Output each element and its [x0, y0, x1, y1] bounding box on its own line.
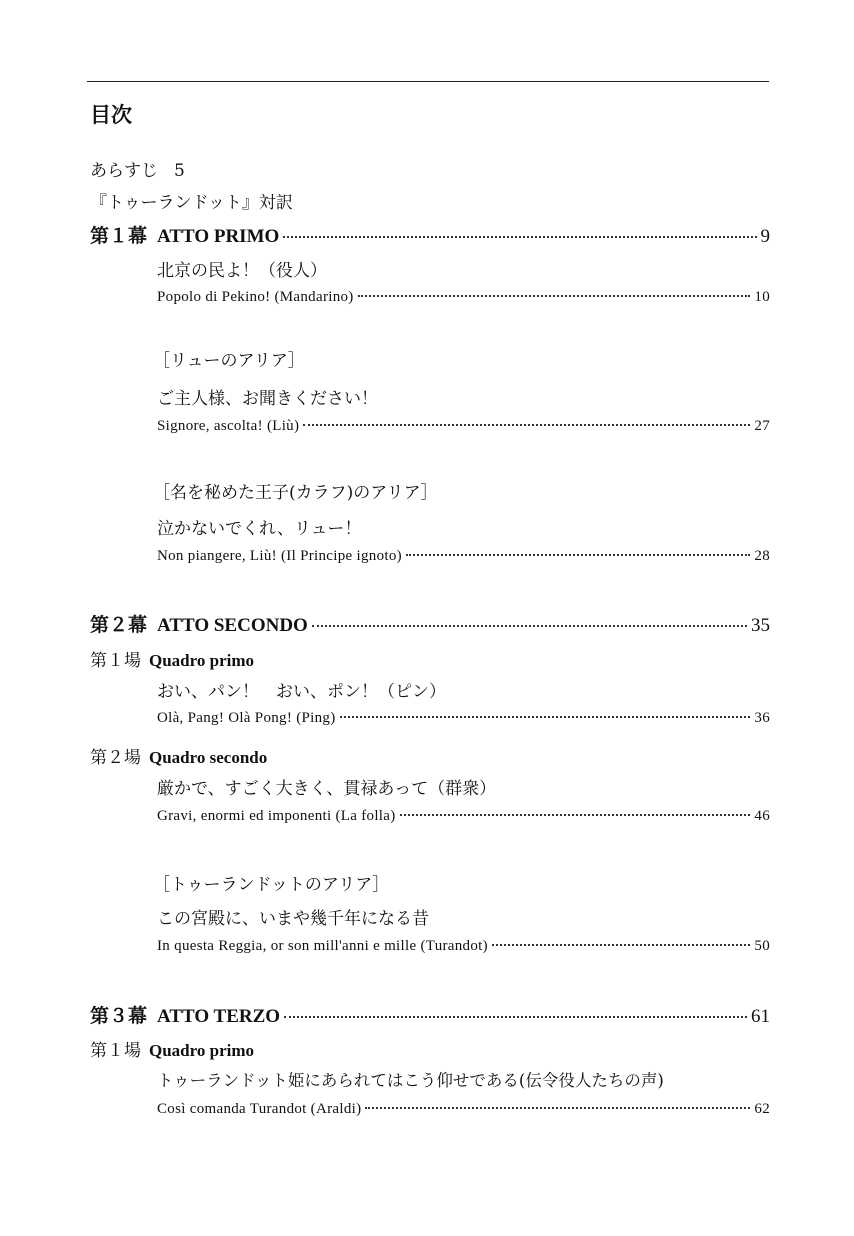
leader-dots [358, 295, 751, 297]
act1-page: 9 [760, 226, 770, 247]
toc-entry-synopsis[interactable] [90, 156, 185, 181]
act1-item2-it: Signore, ascolta! (Liù) [157, 418, 300, 434]
page-title: 目次 [90, 103, 132, 127]
leader-dots [406, 554, 750, 556]
act3-scene1-page: 62 [754, 1101, 770, 1117]
act2-scene2-label-en: Quadro secondo [149, 748, 268, 767]
top-rule [87, 81, 769, 82]
act2-scene1-label: 第１場 [90, 651, 141, 671]
leader-dots [400, 814, 751, 816]
act2-scene2-ja: 厳かで、すごく大きく、貫禄あって（群衆） [157, 779, 497, 799]
act2-scene2-page: 46 [754, 808, 770, 824]
toc-entry-act1[interactable] [90, 221, 770, 248]
act3-label: 第３幕 [90, 1005, 148, 1027]
act3-scene1-label-en: Quadro primo [149, 1041, 255, 1060]
leader-dots [365, 1107, 750, 1109]
toc-entry-act2-scene1-item[interactable] [157, 710, 770, 727]
act3-label-en: ATTO TERZO [157, 1006, 281, 1027]
act2-scene1-ja: おい、パン！ おい、ポン！（ピン） [157, 682, 446, 702]
act3-scene1-label: 第１場 [90, 1041, 141, 1061]
act1-item3-ja: 泣かないでくれ、リュー！ [157, 519, 362, 539]
act2-page: 35 [751, 615, 770, 636]
act2-scene1-it: Olà, Pang! Olà Pong! (Ping) [157, 710, 336, 726]
toc-entry-act1-item1[interactable] [157, 289, 770, 306]
act2-scene2-page2: 50 [754, 938, 770, 954]
toc-entry-act2-scene1[interactable] [90, 646, 254, 671]
synopsis-page: 5 [174, 161, 185, 181]
act2-scene2-aria: ［トゥーランドットのアリア］ [153, 875, 390, 895]
act1-item2-ja: ご主人様、お聞きください！ [157, 389, 378, 409]
act1-item1-ja: 北京の民よ！（役人） [157, 261, 327, 281]
act3-scene1-ja: トゥーランドット姫にあられてはこう仰せである(伝令役人たちの声) [157, 1071, 664, 1090]
act2-scene2-it: Gravi, enormi ed imponenti (La folla) [157, 808, 396, 824]
toc-entry-act3[interactable] [90, 1001, 770, 1028]
toc-entry-act3-scene1-item[interactable] [157, 1101, 770, 1118]
act3-scene1-it: Così comanda Turandot (Araldi) [157, 1101, 362, 1117]
act1-label-en: ATTO PRIMO [157, 226, 280, 247]
act2-scene1-page: 36 [754, 710, 770, 726]
act1-item2-page: 27 [754, 418, 770, 434]
toc-entry-act2-scene2-item[interactable] [157, 808, 770, 825]
leader-dots [492, 944, 750, 946]
act2-scene2-it2: In questa Reggia, or son mill'anni e mille (Turandot) [157, 938, 488, 954]
toc-entry-act1-item2[interactable] [157, 418, 770, 435]
leader-dots [283, 236, 756, 238]
leader-dots [340, 716, 751, 718]
act2-scene2-ja2: この宮殿に、いまや幾千年になる昔 [157, 909, 429, 929]
act1-item3-it: Non piangere, Liù! (Il Principe ignoto) [157, 548, 402, 564]
toc-entry-act2-scene2-item2[interactable] [157, 938, 770, 955]
act2-scene1-label-en: Quadro primo [149, 651, 255, 670]
act1-item3-page: 28 [754, 548, 770, 564]
toc-entry-act2-scene2[interactable] [90, 743, 267, 768]
act1-item2-aria: ［リューのアリア］ [153, 351, 305, 371]
act3-page: 61 [751, 1006, 770, 1027]
synopsis-label: あらすじ [90, 161, 158, 181]
act1-item3-aria: ［名を秘めた王子(カラフ)のアリア］ [153, 483, 438, 503]
toc-entry-act1-item3[interactable] [157, 548, 770, 565]
act1-label: 第１幕 [90, 225, 148, 247]
act2-label: 第２幕 [90, 614, 148, 636]
act1-item1-page: 10 [754, 289, 770, 305]
act2-label-en: ATTO SECONDO [157, 615, 308, 636]
leader-dots [284, 1016, 747, 1018]
leader-dots [303, 424, 750, 426]
toc-entry-act3-scene1[interactable] [90, 1036, 254, 1061]
act1-item1-it: Popolo di Pekino! (Mandarino) [157, 289, 354, 305]
toc-entry-libretto[interactable]: 『トゥーランドット』対訳 [90, 193, 293, 213]
act2-scene2-label: 第２場 [90, 748, 141, 768]
toc-entry-act2[interactable] [90, 610, 770, 637]
leader-dots [312, 625, 747, 627]
